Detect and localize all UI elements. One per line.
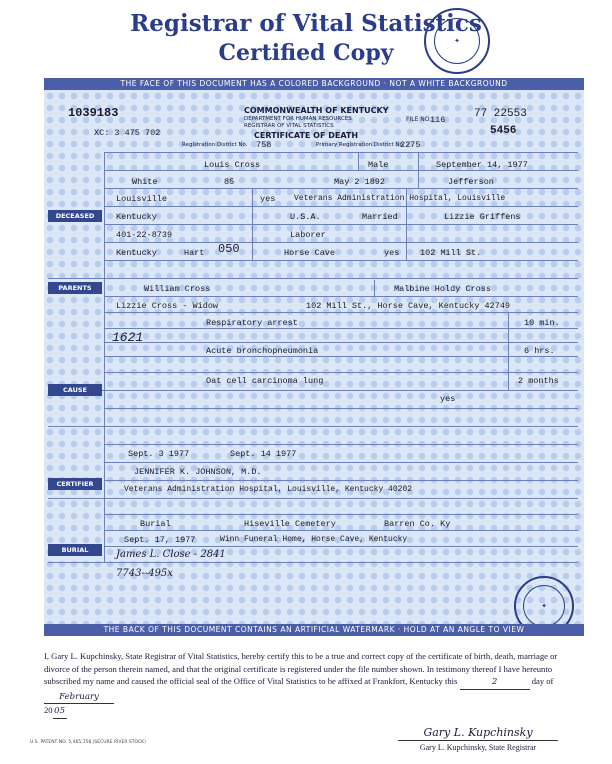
inside-limits: yes <box>260 194 276 204</box>
header-subtitle: Certified Copy <box>218 40 394 66</box>
bottom-warning-band: THE BACK OF THIS DOCUMENT CONTAINS AN ARTIFICIAL WATERMARK · HOLD AT AN ANGLE TO VIEW <box>44 624 584 636</box>
certificate-title: CERTIFICATE OF DEATH <box>254 131 359 140</box>
surviving-spouse: Lizzie Griffens <box>444 212 521 222</box>
county-code: 050 <box>218 242 240 256</box>
registrar-signature: Gary L. Kupchinsky <box>423 726 533 739</box>
certifier-address: Veterans Administration Hospital, Louisville, Kentucky 40202 <box>124 485 413 494</box>
race: White <box>132 177 158 187</box>
reg-district-label: Registration District No. <box>182 142 248 148</box>
city-of-death: Louisville <box>116 194 168 204</box>
cert-day-of: day of <box>531 676 554 686</box>
cert-day: 2 <box>460 676 530 690</box>
date-of-death: September 14, 1977 <box>436 160 528 170</box>
reg-district: 758 <box>256 140 272 150</box>
file-no-label: FILE NO. <box>406 116 432 123</box>
interval-a: 10 min. <box>524 318 560 328</box>
handwritten-note: 7743--495x <box>116 568 173 579</box>
certification-body: I, Gary L. Kupchinsky, State Registrar of Vital Statistics, hereby certify this to be a true and correct copy of the certificate of birth, death, marriage or divorce of the person therein named, and that the original certificate is registered under the file number shown. In testimony thereof I have hereunto subscribed my name and caused the official seal of the Office of Vital Statistics to be affixed at Frankfort, Kentucky this <box>44 651 558 686</box>
tab-parents: PARENTS <box>48 282 102 294</box>
state-of-birth: Kentucky <box>116 212 157 222</box>
tab-deceased: DECEASED <box>48 210 102 222</box>
autopsy: yes <box>440 394 456 404</box>
marital-status: Married <box>362 212 398 222</box>
inside-limits-residence: yes <box>384 248 400 258</box>
seal-emblem-icon: ✦ <box>434 18 480 64</box>
father-name: William Cross <box>144 284 211 294</box>
state-name: COMMONWEALTH OF KENTUCKY <box>244 106 389 115</box>
certifier-name: JENNIFER K. JOHNSON, M.D. <box>134 467 262 477</box>
residence-county: Hart <box>184 248 205 258</box>
primary-reg: 2275 <box>400 140 421 150</box>
attended-to: Sept. 14 1977 <box>230 449 297 459</box>
top-warning-band: THE FACE OF THIS DOCUMENT HAS A COLORED BACKGROUND · NOT A WHITE BACKGROUND <box>44 78 584 90</box>
cause-b: Acute bronchopneumonia <box>206 346 319 356</box>
residence-state: Kentucky <box>116 248 157 258</box>
certification-text <box>44 650 584 719</box>
deceased-name: Louis Cross <box>204 160 261 170</box>
cause-a: Respiratory arrest <box>206 318 298 328</box>
cause-c: Oat cell carcinoma lung <box>206 376 324 386</box>
cert-year: 05 <box>53 705 67 719</box>
county-of-death: Jefferson <box>448 177 494 187</box>
primary-reg-label: Primary Registration District No. <box>316 142 405 148</box>
registrar-label: REGISTRAR OF VITAL STATISTICS <box>244 123 334 129</box>
file-no: 116 <box>430 115 446 125</box>
cert-month: February <box>44 691 114 705</box>
patent-footnote: U.S. PATENT NO. 5,465,758 (SECURE RIVER STOCK) <box>30 740 146 745</box>
burial-date: Sept. 17, 1977 <box>124 535 196 545</box>
cause-code: 1621 <box>112 330 144 345</box>
burial-method: Burial <box>140 519 171 529</box>
interval-c: 2 months <box>518 376 559 386</box>
tab-certifier: CERTIFIER <box>48 478 102 490</box>
informant: Lizzie Cross - Widow <box>116 301 219 311</box>
funeral-home: Winn Funeral Home, Horse Cave, Kentucky <box>220 535 408 544</box>
citizen-of: U.S.A. <box>290 212 321 222</box>
tab-burial: BURIAL <box>48 544 102 556</box>
hospital: Veterans Administration Hospital, Louisville <box>294 194 506 203</box>
informant-address: 102 Mill St., Horse Cave, Kentucky 42749 <box>306 301 511 311</box>
stamp-number: 5456 <box>490 125 517 137</box>
date-of-birth: May 2 1892 <box>334 177 386 187</box>
residence-city: Horse Cave <box>284 248 336 258</box>
interval-b: 6 hrs. <box>524 346 555 356</box>
xc-number: XC: 3 475 702 <box>94 128 161 138</box>
header-title: Registrar of Vital Statistics <box>130 10 482 37</box>
sex: Male <box>368 160 389 170</box>
serial-number: 1039183 <box>68 106 119 120</box>
registrar-title: Gary L. Kupchinsky, State Registrar <box>419 743 537 752</box>
certificate-number: 77 22553 <box>474 108 527 120</box>
department: DEPARTMENT FOR HUMAN RESOURCES <box>244 116 352 122</box>
ssn: 401-22-8739 <box>116 230 173 240</box>
cemetery: Hiseville Cemetery <box>244 519 336 529</box>
state-seal-top <box>424 8 490 74</box>
mother-name: Malbine Holdy Cross <box>394 284 491 294</box>
embalmer-signature: James L. Close - 2841 <box>116 549 226 560</box>
cemetery-location: Barren Co. Ky <box>384 519 451 529</box>
street: 102 Mill St. <box>420 248 482 258</box>
attended-from: Sept. 3 1977 <box>128 449 190 459</box>
seal-emblem-icon: ✦ <box>523 585 565 627</box>
age: 85 <box>224 177 235 187</box>
cert-year-prefix: 20 <box>44 705 53 715</box>
tab-cause: CAUSE <box>48 384 102 396</box>
death-certificate-form <box>44 90 584 624</box>
occupation: Laborer <box>290 230 326 240</box>
